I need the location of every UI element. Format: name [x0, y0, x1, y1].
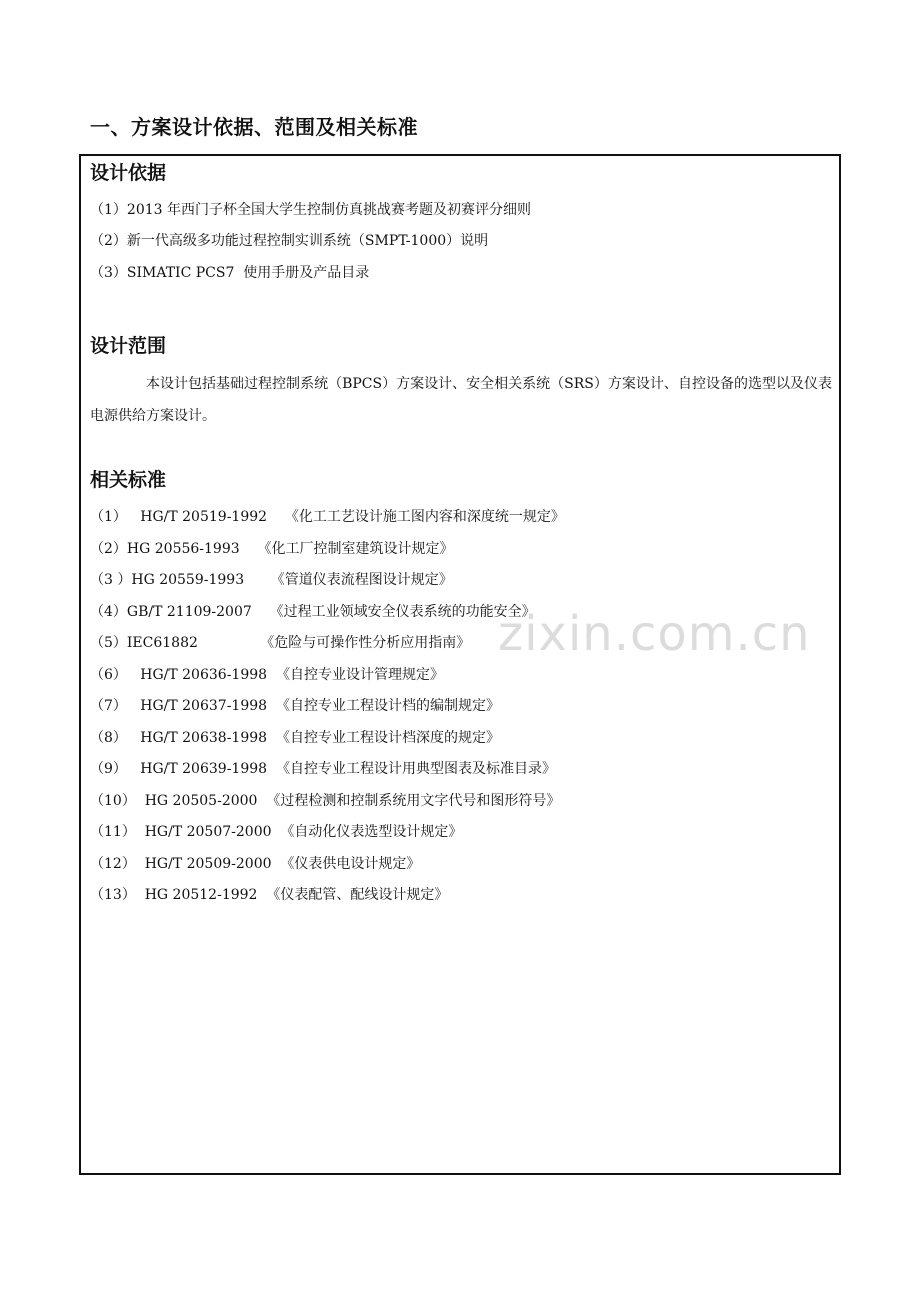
- standard-item-2: （2）HG 20556-1993 《化工厂控制室建筑设计规定》: [90, 541, 454, 557]
- standard-item-7: （7） HG/T 20637-1998 《自控专业工程设计档的编制规定》: [90, 698, 500, 714]
- standard-item-8: （8） HG/T 20638-1998 《自控专业工程设计档深度的规定》: [90, 730, 500, 746]
- standard-item-4: （4）GB/T 21109-2007 《过程工业领域安全仪表系统的功能安全》: [90, 604, 536, 620]
- standard-item-3: （3 ）HG 20559-1993 《管道仪表流程图设计规定》: [90, 572, 453, 588]
- standard-item-10: （10） HG 20505-2000 《过程检测和控制系统用文字代号和图形符号》: [90, 793, 561, 809]
- standard-item-12: （12） HG/T 20509-2000 《仪表供电设计规定》: [90, 856, 421, 872]
- standard-item-5: （5）IEC61882 《危险与可操作性分析应用指南》: [90, 635, 471, 651]
- standard-item-1: （1） HG/T 20519-1992 《化工工艺设计施工图内容和深度统一规定》: [90, 509, 565, 525]
- standard-item-13: （13） HG 20512-1992 《仪表配管、配线设计规定》: [90, 887, 449, 903]
- standard-item-9: （9） HG/T 20639-1998 《自控专业工程设计用典型图表及标准目录》: [90, 761, 556, 777]
- basis-item-2: （2）新一代高级多功能过程控制实训系统（SMPT-1000）说明: [90, 233, 489, 249]
- basis-item-3: （3）SIMATIC PCS7 使用手册及产品目录: [90, 265, 370, 281]
- watermark: zixin.com.cn: [498, 606, 811, 662]
- section-title-basis: 设计依据: [90, 162, 167, 184]
- standard-item-11: （11） HG/T 20507-2000 《自动化仪表选型设计规定》: [90, 824, 463, 840]
- content-frame: [79, 154, 841, 1175]
- section-title-scope: 设计范围: [90, 335, 167, 357]
- scope-paragraph: 本设计包括基础过程控制系统（BPCS）方案设计、安全相关系统（SRS）方案设计、自控设备的选型以及仪表电源供给方案设计。: [90, 376, 832, 424]
- page-heading: 一、方案设计依据、范围及相关标准: [90, 115, 418, 139]
- section-title-standards: 相关标准: [90, 469, 167, 491]
- basis-item-1: （1）2013 年西门子杯全国大学生控制仿真挑战赛考题及初赛评分细则: [90, 202, 531, 218]
- standard-item-6: （6） HG/T 20636-1998 《自控专业设计管理规定》: [90, 667, 444, 683]
